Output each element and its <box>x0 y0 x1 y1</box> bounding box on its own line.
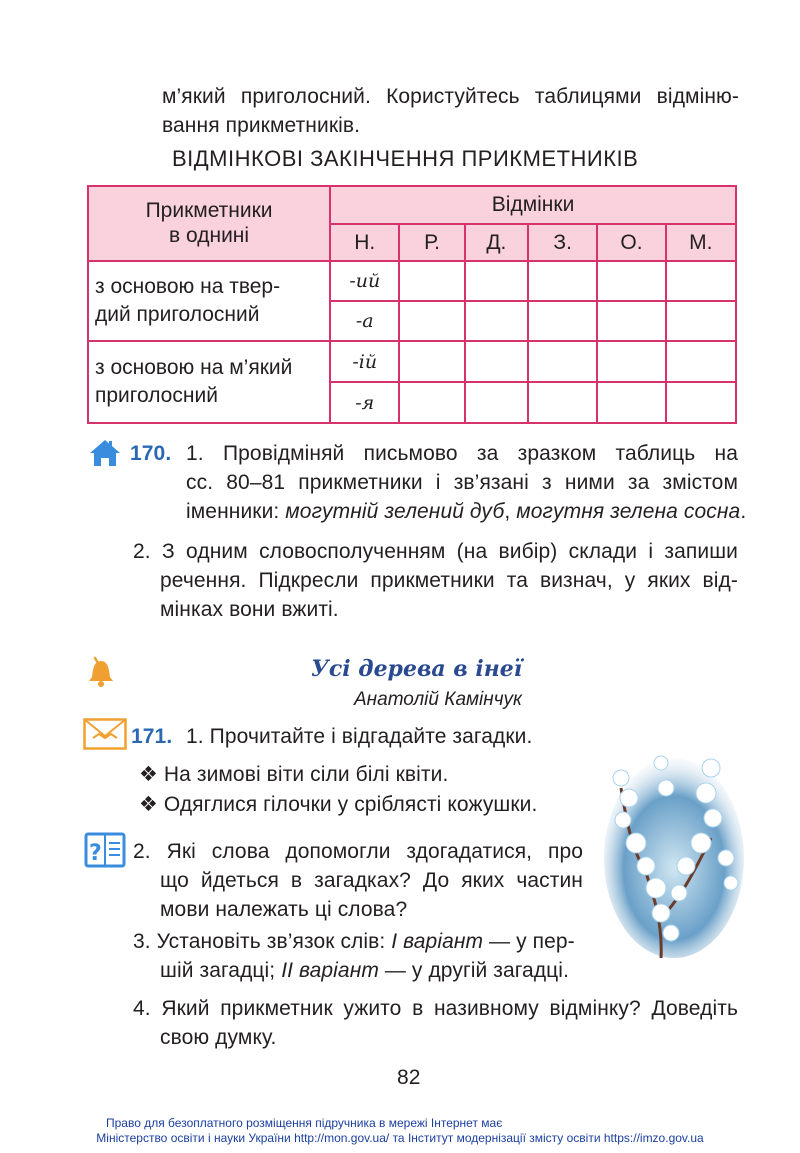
frosty-branches-illustration <box>601 748 747 963</box>
header-cases: Відмінки <box>330 186 736 224</box>
header-adjectives <box>88 186 330 261</box>
footer-line-1: Право для безоплатного розміщення підручника в мережі Інтернет має <box>106 1116 503 1130</box>
row-hard-label-1: з основою на твер- <box>95 275 281 298</box>
ex171-task2 <box>133 837 583 866</box>
ex171-task3-suffix: — у пер- <box>483 930 575 953</box>
ex170-task1-line1: 1. Провідміняй письмово за зразком таблиць на <box>186 442 738 465</box>
row-hard-label <box>88 261 330 341</box>
row-soft-label-2: приголосний <box>95 384 218 407</box>
table-cell <box>465 261 528 301</box>
ex171-task4-line2: свою думку. <box>160 1026 277 1049</box>
ex171-task2-cont <box>160 866 583 924</box>
page-number: 82 <box>397 1066 421 1089</box>
table-title: ВІДМІНКОВІ ЗАКІНЧЕННЯ ПРИКМЕТНИКІВ <box>172 146 639 171</box>
table-cell <box>666 261 736 301</box>
intro-paragraph <box>162 82 739 140</box>
case-o: О. <box>597 224 665 261</box>
ex170-task1-line3-prefix: іменники: <box>186 500 286 523</box>
poem-title: Усі дерева в інеї <box>311 656 523 682</box>
table-cell <box>666 382 736 423</box>
ex171-task1: 1. Прочитайте і відгадайте загадки. <box>186 725 533 748</box>
intro-line-1: м’який приголосний. Користуйтесь таблицями відміню- <box>162 85 739 108</box>
ex171-variant-1: І варіант <box>391 930 484 953</box>
table-cell <box>465 341 528 382</box>
ex171-task3-prefix: 3. Установіть зв’язок слів: <box>133 930 392 953</box>
table-cell <box>528 382 597 423</box>
case-n: Н. <box>330 224 399 261</box>
table-cell <box>597 261 665 301</box>
footer-line-2: Міністерство освіти і науки України http://mon.gov.ua/ та Інститут модернізації змісту освіти https://imzo.gov.ua <box>96 1131 704 1145</box>
table-cell <box>528 261 597 301</box>
case-m: М. <box>666 224 736 261</box>
ex171-variant-2: ІІ варіант <box>281 959 379 982</box>
table-cell <box>597 382 665 423</box>
footer-copyright <box>0 1116 800 1146</box>
case-z: З. <box>528 224 597 261</box>
case-r: Р. <box>399 224 464 261</box>
exercise-170-task-1 <box>186 439 738 468</box>
ex171-task3-line2-suffix: — у другій загадці. <box>378 959 570 982</box>
ex171-task3-cont <box>160 956 569 985</box>
ex171-task4-line1: 4. Який прикметник ужито в називному відмінку? Доведіть <box>133 997 738 1020</box>
ex171-task3-line2 <box>160 956 569 985</box>
exercise-170-task-2-cont <box>160 566 738 624</box>
header-adjectives-line-2: в однині <box>169 224 250 247</box>
header-adjectives-line-1: Прикметники <box>145 199 273 222</box>
case-d: Д. <box>465 224 528 261</box>
table-cell <box>399 261 464 301</box>
row-hard-label-2: дий приголосний <box>95 303 260 326</box>
ex170-task1-line2: сс. 80–81 прикметники і зв’язані з ними за змістом <box>186 471 738 494</box>
exercise-171-number: 171. <box>131 725 173 748</box>
row-soft-label-1: з основою на м’який <box>95 356 293 379</box>
question-book-icon <box>84 832 126 868</box>
ex171-task3-line2-prefix: шій загадці; <box>160 959 282 982</box>
ex171-task2-line3: мови належать ці слова? <box>160 898 408 921</box>
poem-author: Анатолій Камінчук <box>354 689 523 710</box>
table-cell <box>597 301 665 341</box>
table-cell <box>528 341 597 382</box>
riddle-1: ❖ На зимові віти сіли білі квіти. <box>139 763 449 786</box>
ex171-task2-line1: 2. Які слова допомогли здогадатися, про <box>133 840 583 863</box>
ex171-task3 <box>133 927 583 956</box>
intro-line-2: вання прикметників. <box>162 114 361 137</box>
riddle-2: ❖ Одяглися гілочки у сріблясті кожушки. <box>139 793 538 816</box>
ex171-task4 <box>133 994 738 1023</box>
ending-hard-masc: -ий <box>330 261 399 301</box>
ex170-task2-line2: речення. Підкресли прикметники та визнач, у яких від- <box>160 569 738 592</box>
ex171-task4-cont <box>160 1023 276 1052</box>
ex171-task2-line2: що йдеться в загадках? До яких частин <box>160 869 583 892</box>
svg-text:?: ? <box>89 841 102 866</box>
exercise-170-task-2 <box>133 537 738 566</box>
ex170-task2-line1: 2. З одним словосполученням (на вибір) склади і запиши <box>133 540 738 563</box>
table-cell <box>399 341 464 382</box>
home-icon <box>88 438 122 468</box>
table-cell <box>597 341 665 382</box>
ex170-task1-line3 <box>186 497 747 526</box>
ex170-sep: , <box>504 500 517 523</box>
endings-table <box>87 185 737 424</box>
row-soft-label <box>88 341 330 423</box>
bell-icon <box>86 655 116 689</box>
ex170-example-1: могутній зелений дуб <box>285 500 505 523</box>
ending-soft-masc: -ій <box>330 341 399 382</box>
ex170-example-2: могутня зелена сосна <box>516 500 741 523</box>
table-cell <box>465 382 528 423</box>
table-cell <box>666 341 736 382</box>
table-cell <box>666 301 736 341</box>
table-cell <box>399 382 464 423</box>
exercise-170-number: 170. <box>130 442 172 465</box>
ending-soft-fem: -я <box>330 382 399 423</box>
ex171-task3-line1 <box>133 927 583 956</box>
ex170-end: . <box>740 500 747 523</box>
table-cell <box>399 301 464 341</box>
handshake-envelope-icon <box>83 718 127 750</box>
table-cell <box>528 301 597 341</box>
ex170-task2-line3: мінках вони вжиті. <box>160 598 339 621</box>
ending-hard-fem: -а <box>330 301 399 341</box>
table-cell <box>465 301 528 341</box>
exercise-170-task-1-cont <box>186 468 747 526</box>
